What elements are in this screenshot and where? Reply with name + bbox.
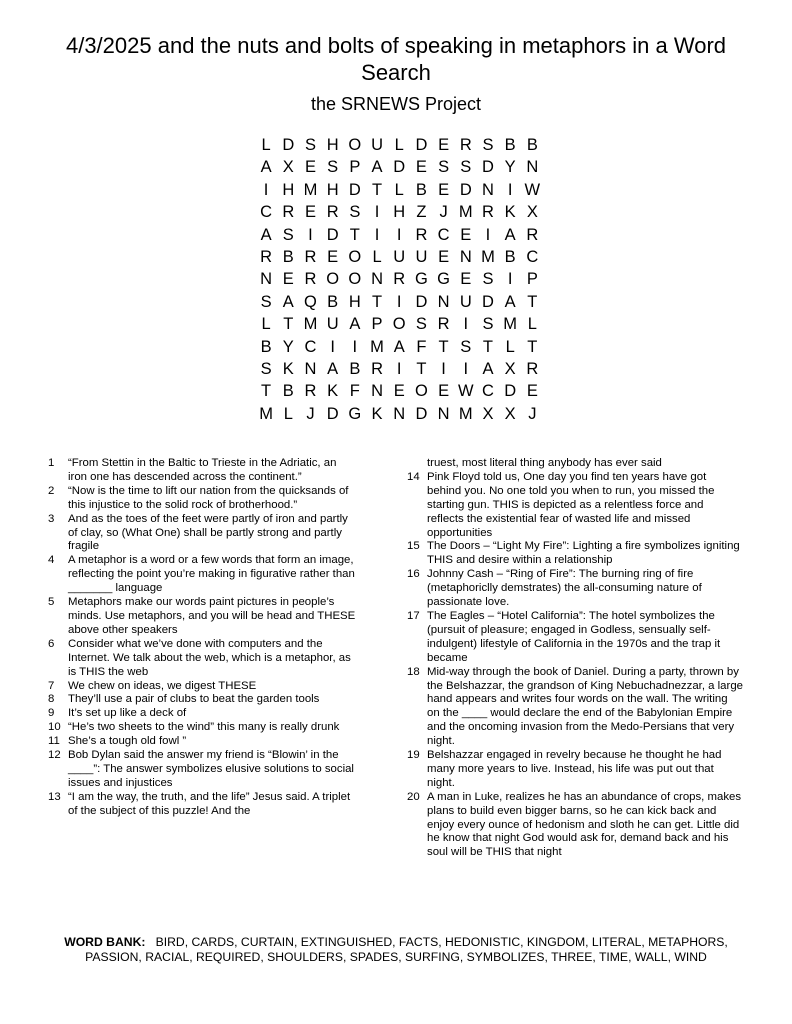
grid-letter[interactable]: D (326, 225, 339, 244)
clue-item (407, 471, 743, 541)
grid-letter[interactable]: B (327, 292, 339, 311)
grid-letter[interactable]: E (415, 158, 427, 177)
clue-continuation (407, 457, 743, 471)
grid-letter[interactable]: S (482, 270, 494, 289)
grid-letter[interactable]: R (282, 203, 295, 222)
grid-letter[interactable]: Z (416, 203, 427, 222)
grid-letter[interactable]: F (349, 382, 360, 401)
grid-letter[interactable]: W (457, 382, 474, 401)
grid-letter[interactable]: H (393, 203, 406, 222)
grid-letter[interactable]: O (414, 382, 428, 401)
clue-item (48, 707, 358, 721)
grid-letter[interactable]: E (438, 382, 450, 401)
clue-number: 11 (48, 735, 60, 748)
grid-letter[interactable]: S (282, 225, 294, 244)
page-subtitle: the SRNEWS Project (310, 94, 482, 114)
grid-letter[interactable]: U (393, 247, 406, 266)
grid-letter[interactable]: R (393, 270, 406, 289)
grid-letter[interactable]: A (349, 315, 361, 334)
grid-letter[interactable]: A (482, 359, 494, 378)
grid-letter[interactable]: L (394, 136, 404, 154)
grid-letter[interactable]: N (526, 158, 539, 177)
clue-continuation-text: truest, most literal thing anybody has ever said (427, 457, 662, 469)
clue-text: “Now is the time to lift our nation from the quicksands of this injustice to the solid rock of brotherhood.” (68, 484, 349, 511)
grid-letter[interactable]: K (371, 404, 383, 423)
clue-item (407, 540, 743, 568)
grid-letter[interactable]: A (393, 337, 405, 356)
clue-text: The Doors – “Light My Fire”: Lighting a fire symbolizes igniting THIS and desire within a relationship (427, 540, 740, 567)
grid-letter[interactable]: U (371, 136, 383, 154)
clue-text: They’ll use a pair of clubs to beat the garden tools (68, 693, 320, 706)
grid-letter[interactable]: W (524, 180, 541, 199)
grid-letter[interactable]: I (463, 359, 469, 378)
grid-letter[interactable]: I (396, 359, 402, 378)
clue-number: 19 (407, 749, 420, 762)
grid-letter[interactable]: A (282, 292, 294, 311)
clue-text: We chew on ideas, we digest THESE (68, 679, 257, 692)
grid-letter[interactable]: T (371, 180, 383, 199)
grid-letter[interactable]: X (526, 203, 538, 222)
grid-letter[interactable]: S (438, 158, 450, 177)
word-bank-label: WORD BANK: (64, 935, 146, 949)
grid-letter[interactable]: R (371, 359, 383, 378)
grid-letter[interactable]: H (348, 292, 361, 311)
grid-letter[interactable]: B (282, 382, 294, 401)
grid-letter[interactable]: R (304, 270, 317, 289)
grid-letter[interactable]: O (348, 136, 362, 154)
grid-letter[interactable]: B (504, 247, 516, 266)
grid-letter[interactable]: S (327, 158, 339, 177)
grid-letter[interactable]: R (526, 359, 539, 378)
clue-item (48, 721, 358, 735)
grid-letter[interactable]: Y (504, 158, 516, 177)
clue-text: The Eagles – “Hotel California”: The hotel symbolizes the (pursuit of pleasure; engaged in Godless, sensually self-indulgent) lifestyle of California in the 1970s and the trap it became (427, 609, 721, 664)
grid-letter[interactable]: X (482, 404, 494, 423)
grid-letter[interactable]: G (348, 404, 362, 423)
grid-letter[interactable]: E (327, 247, 339, 266)
clue-number: 18 (407, 665, 420, 678)
grid-letter[interactable]: B (260, 337, 272, 356)
grid-letter[interactable]: I (396, 225, 402, 244)
clue-number: 8 (48, 693, 55, 706)
grid-letter[interactable]: X (504, 359, 516, 378)
grid-letter[interactable]: E (304, 203, 316, 222)
grid-letter[interactable]: I (330, 337, 335, 356)
grid-letter[interactable]: M (259, 404, 273, 423)
grid-letter[interactable]: K (504, 203, 516, 222)
grid-letter[interactable]: S (460, 337, 472, 356)
clue-text: “I am the way, the truth, and the life” Jesus said. A triplet of the subject of this puzzle! And the (68, 790, 351, 817)
grid-letter[interactable]: E (460, 270, 472, 289)
grid-letter[interactable]: U (459, 292, 472, 311)
grid-letter[interactable]: C (260, 203, 273, 222)
grid-letter[interactable]: I (263, 180, 269, 199)
clue-number: 16 (407, 568, 420, 581)
grid-letter[interactable]: E (304, 158, 316, 177)
grid-letter[interactable]: C (482, 382, 494, 401)
grid-letter[interactable]: L (372, 247, 382, 266)
grid-letter[interactable]: L (527, 315, 537, 334)
grid-letter[interactable]: S (304, 136, 316, 154)
clue-text: “He’s two sheets to the wind” this many is really drunk (68, 721, 340, 734)
clue-number: 4 (48, 554, 55, 567)
clue-number: 7 (48, 679, 55, 692)
grid-letter[interactable]: G (414, 270, 428, 289)
grid-letter[interactable]: I (485, 225, 491, 244)
clue-number: 6 (48, 637, 55, 650)
grid-letter[interactable]: I (308, 225, 313, 244)
grid-letter[interactable]: N (459, 247, 472, 266)
grid-letter[interactable]: R (459, 136, 472, 154)
grid-letter[interactable]: S (415, 315, 427, 334)
grid-letter[interactable]: S (460, 158, 472, 177)
grid-letter[interactable]: T (527, 337, 538, 356)
grid-letter[interactable]: D (459, 180, 472, 199)
clue-item (407, 568, 743, 610)
grid-letter[interactable]: R (437, 315, 450, 334)
grid-letter[interactable]: R (304, 382, 317, 401)
clue-item (48, 554, 358, 596)
clue-text: Belshazzar engaged in revelry because he thought he had many more years to live. Instead, his life was put out that night. (427, 749, 722, 789)
grid-letter[interactable]: T (261, 382, 272, 401)
grid-letter[interactable]: G (437, 270, 451, 289)
clue-item (407, 610, 743, 666)
grid-letter[interactable]: P (349, 158, 361, 177)
grid-letter[interactable]: C (304, 337, 317, 356)
grid-letter[interactable]: M (458, 203, 473, 222)
grid-letter[interactable]: D (415, 136, 428, 154)
grid-letter[interactable]: J (439, 203, 448, 222)
grid-letter[interactable]: A (327, 359, 339, 378)
clue-number: 12 (48, 749, 61, 762)
grid-letter[interactable]: M (503, 315, 518, 334)
clue-number: 1 (48, 457, 55, 469)
clue-item (48, 485, 358, 513)
clue-item (407, 666, 743, 749)
clue-text: A man in Luke, realizes he has an abundance of crops, makes plans to build even bigger barns, so he can kick back and enjoy every ounce of hedonism and sloth he can get. Little did he know that night God would ask for, demand back and his soul will be THIS that night (427, 790, 742, 859)
grid-letter[interactable]: M (303, 315, 318, 334)
grid-letter[interactable]: R (415, 225, 428, 244)
grid-letter[interactable]: I (507, 270, 513, 289)
grid-letter[interactable]: E (438, 180, 450, 199)
grid-letter[interactable]: N (393, 404, 406, 423)
word-bank-words: BIRD, CARDS, CURTAIN, EXTINGUISHED, FACTS, HEDONISTIC, KINGDOM, LITERAL, METAPHORS, PASSION, RACIAL, REQUIRED, SHOULDERS, SPADES, SURFING, SYMBOLIZES, THREE, TIME, WALL, WIND (85, 935, 728, 964)
grid-letter[interactable]: E (526, 382, 538, 401)
grid-letter[interactable]: I (374, 203, 380, 222)
clue-number: 3 (48, 512, 55, 525)
grid-letter[interactable]: B (526, 136, 538, 154)
grid-letter[interactable]: A (260, 158, 272, 177)
clues-left-column (48, 457, 358, 819)
clue-text: A metaphor is a word or a few words that form an image, reflecting the point you’re making in figurative rather than _______ language (68, 554, 355, 595)
grid-letter[interactable]: Q (304, 292, 317, 311)
grid-letter[interactable]: R (482, 203, 494, 222)
clue-item (48, 680, 358, 694)
grid-letter[interactable]: I (374, 225, 380, 244)
grid-letter[interactable]: N (371, 270, 383, 289)
clue-number: 13 (48, 790, 61, 803)
clue-item (48, 638, 358, 680)
grid-letter[interactable]: K (327, 382, 339, 401)
grid-letter[interactable]: N (482, 180, 494, 199)
clue-text: Consider what we’ve done with computers and the Internet. We talk about the web, which is a metaphor, as is THIS the web (68, 637, 351, 678)
grid-letter[interactable]: C (526, 247, 539, 266)
clue-text: And as the toes of the feet were partly of iron and partly of clay, so (What One) shall be partly strong and partly fragile (68, 512, 348, 553)
grid-letter[interactable]: A (504, 292, 516, 311)
clues-right-column (407, 457, 743, 860)
grid-letter[interactable]: I (463, 315, 469, 334)
grid-letter[interactable]: A (504, 225, 516, 244)
grid-letter[interactable]: C (437, 225, 450, 244)
grid-letter[interactable]: E (438, 247, 450, 266)
clue-number: 10 (48, 721, 61, 734)
grid-letter[interactable]: D (482, 158, 494, 177)
grid-letter[interactable]: D (282, 136, 295, 154)
grid-letter[interactable]: E (282, 270, 294, 289)
grid-letter[interactable]: M (458, 404, 473, 423)
clue-item (48, 735, 358, 749)
grid-letter[interactable]: J (306, 404, 315, 423)
grid-letter[interactable]: R (526, 225, 539, 244)
word-bank (40, 935, 752, 964)
grid-letter[interactable]: M (370, 337, 384, 356)
grid-letter[interactable]: T (527, 292, 538, 311)
grid-letter[interactable]: R (304, 247, 317, 266)
clue-number: 5 (48, 596, 55, 609)
grid-letter[interactable]: D (415, 292, 428, 311)
letter-grid[interactable] (255, 134, 543, 425)
grid-letter[interactable]: Y (282, 337, 294, 356)
grid-letter[interactable]: N (304, 359, 317, 378)
grid-letter[interactable]: U (415, 247, 428, 266)
clue-number: 2 (48, 484, 55, 497)
grid-letter[interactable]: L (505, 337, 515, 356)
grid-letter[interactable]: D (504, 382, 517, 401)
clue-number: 15 (407, 540, 420, 553)
clue-item (48, 791, 358, 819)
grid-letter[interactable]: I (352, 337, 358, 356)
grid-letter[interactable]: M (481, 247, 495, 266)
grid-letter[interactable]: N (371, 382, 383, 401)
clue-text: “From Stettin in the Baltic to Trieste in the Adriatic, an iron one has descended across the continent.” (68, 457, 337, 483)
grid-letter[interactable]: T (349, 225, 360, 244)
grid-letter[interactable]: U (326, 315, 339, 334)
grid-letter[interactable]: E (393, 382, 405, 401)
grid-letter[interactable]: O (348, 270, 362, 289)
clue-text: Johnny Cash – “Ring of Fire”: The burning ring of fire (metaphoriclly demstrates) the all-consuming nature of passionate love. (427, 568, 702, 609)
grid-letter[interactable]: R (260, 247, 273, 266)
clue-text: It’s set up like a deck of (68, 707, 187, 720)
clue-number: 17 (407, 609, 420, 622)
grid-letter[interactable]: T (283, 315, 294, 334)
clue-text: Pink Floyd told us, One day you find ten years have got behind you. No one told you when to run, you missed the starting gun. THIS is depicted as a relentless force and reflects the existential fear of wasted life and missed opportunities (427, 470, 715, 539)
grid-letter[interactable]: T (371, 292, 383, 311)
grid-letter[interactable]: K (282, 359, 294, 378)
grid-letter[interactable]: M (303, 180, 318, 199)
grid-letter[interactable]: I (396, 292, 402, 311)
grid-letter[interactable]: S (349, 203, 361, 222)
clue-number: 9 (48, 707, 55, 720)
grid-letter[interactable]: D (415, 404, 428, 423)
grid-letter[interactable]: D (393, 158, 406, 177)
grid-letter[interactable]: O (348, 247, 362, 266)
grid-letter[interactable]: X (282, 158, 294, 177)
grid-letter[interactable]: O (326, 270, 340, 289)
grid-letter[interactable]: N (260, 270, 273, 289)
clue-text: Bob Dylan said the answer my friend is “Blowin’ in the ____”: The answer symbolizes elusive solutions to social issues and injustices (68, 749, 354, 789)
grid-letter[interactable]: H (282, 180, 295, 199)
clue-item (48, 513, 358, 555)
clue-text: Metaphors make our words paint pictures in people’s minds. Use metaphors, and you will be head and THESE above other speakers (68, 596, 356, 636)
grid-letter[interactable]: B (504, 136, 516, 154)
page-title: 4/3/2025 and the nuts and bolts of speaking in metaphors in a Word Search (65, 33, 727, 85)
grid-letter[interactable]: B (415, 180, 427, 199)
grid-letter[interactable]: N (437, 292, 450, 311)
grid-letter[interactable]: S (260, 292, 272, 311)
clue-item (48, 749, 358, 791)
grid-letter[interactable]: B (349, 359, 361, 378)
grid-letter[interactable]: S (482, 315, 494, 334)
grid-letter[interactable]: R (326, 203, 339, 222)
grid-letter[interactable]: H (326, 180, 339, 199)
grid-letter[interactable]: T (416, 359, 427, 378)
grid-letter[interactable]: A (371, 158, 383, 177)
clue-number: 20 (407, 790, 420, 803)
grid-letter[interactable]: T (482, 337, 494, 356)
clue-number: 14 (407, 470, 420, 483)
clue-item (48, 457, 358, 485)
clue-item (407, 791, 743, 861)
grid-letter[interactable]: A (260, 225, 272, 244)
grid-letter[interactable]: P (526, 270, 538, 289)
grid-letter[interactable]: T (438, 337, 449, 356)
grid-letter[interactable]: L (261, 136, 271, 154)
grid-letter[interactable]: D (482, 292, 494, 311)
grid-letter[interactable]: D (326, 404, 339, 423)
grid-letter[interactable]: P (371, 315, 383, 334)
grid-letter[interactable]: O (392, 315, 406, 334)
grid-letter[interactable]: J (528, 404, 537, 423)
grid-letter[interactable]: I (441, 359, 446, 378)
grid-letter[interactable]: S (260, 359, 272, 378)
grid-letter[interactable]: N (437, 404, 450, 423)
clue-item (407, 749, 743, 791)
grid-letter[interactable]: E (438, 136, 450, 154)
grid-letter[interactable]: F (416, 337, 427, 356)
grid-letter[interactable]: L (261, 315, 271, 334)
grid-letter[interactable]: H (326, 136, 339, 154)
clue-item (48, 693, 358, 707)
grid-letter[interactable]: X (504, 404, 516, 423)
grid-letter[interactable]: L (283, 404, 293, 423)
grid-letter[interactable]: S (482, 136, 494, 154)
clue-item (48, 596, 358, 638)
clue-text: She’s a tough old fowl ” (68, 735, 187, 748)
grid-letter[interactable]: L (394, 180, 404, 199)
grid-letter[interactable]: B (282, 247, 294, 266)
grid-letter[interactable]: E (460, 225, 472, 244)
grid-letter[interactable]: I (507, 180, 513, 199)
grid-letter[interactable]: D (348, 180, 361, 199)
clue-text: Mid-way through the book of Daniel. During a party, thrown by the Belshazzar, the grandson of King Nebuchadnezzar, a large hand appears and writes four words on the wall. The writing on the ____ would declare the end of the Babylonian Empire and the oncoming invasion from the Medo-Persians that very night. (427, 665, 743, 748)
